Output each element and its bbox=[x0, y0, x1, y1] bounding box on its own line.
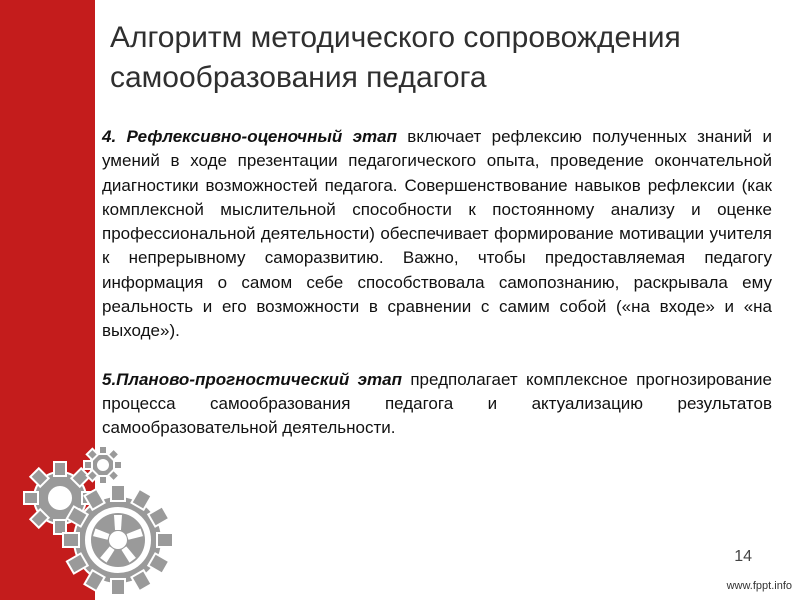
gears-icon bbox=[0, 440, 200, 600]
stage-5-heading: 5.Планово-прогностический этап bbox=[102, 369, 402, 389]
title-line-2: самообразования педагога bbox=[110, 61, 487, 94]
stage-4-text: включает рефлексию полученных знаний и умений в ходе презентации педагогического опыта, проведение окончательной диагностики возможностей педагога. Совершенствование навыков рефлексии (как комплексной мыслительной способности к постоянному анализу и оценке профессиональной деятельности) обеспечивает формирование мотивации учителя к непрерывному саморазвитию. Важно, чтобы предоставляемая педагогу информация о самом себе способствовала самопознанию, раскрывала ему реальность и его возможности в сравнении с самим собой («на входе» и «на выходе»). bbox=[102, 127, 772, 341]
paragraph-stage-4 bbox=[102, 125, 772, 344]
stage-5-text: предполагает комплексное прогнозирование процесса самообразования педагога и актуализацию результатов самообразовательной деятельности. bbox=[102, 369, 772, 438]
stage-4-heading: 4. Рефлексивно-оценочный этап bbox=[102, 127, 397, 146]
page-number: 14 bbox=[734, 548, 752, 565]
slide-body bbox=[102, 125, 772, 441]
footer-url: www.fppt.info bbox=[726, 580, 792, 592]
title-line-1: Алгоритм методического сопровождения bbox=[110, 21, 681, 54]
slide-title bbox=[110, 18, 770, 98]
paragraph-stage-5 bbox=[102, 368, 772, 441]
